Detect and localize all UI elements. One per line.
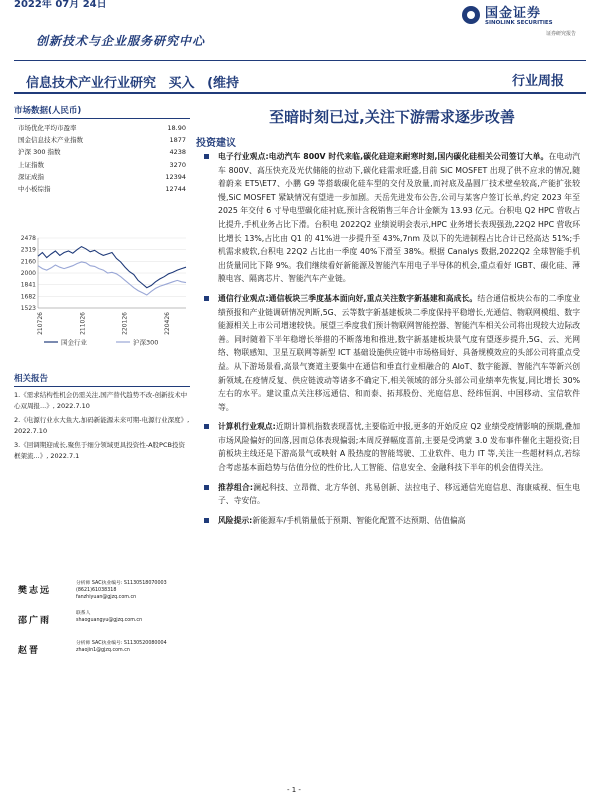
analyst-contact-line: fanzhiyuan@gjzq.com.cn [76, 595, 137, 601]
series-line-1 [38, 262, 186, 295]
market-data-label: 上证指数 [18, 160, 44, 169]
related-report-item: 3.《回调期迎成长,聚焦于细分领域更具投资性-A股PCB投资框架流...》, 2022.7.1 [14, 441, 185, 460]
analyst-entry [14, 640, 190, 670]
analyst-entry [14, 580, 190, 610]
advice-body: 新能源车/手机销量低于预期、智能化配置不达预期、估值偏高 [252, 515, 466, 525]
analyst-contact [76, 580, 167, 602]
related-reports-panel [14, 372, 190, 462]
analyst-list [14, 580, 190, 670]
market-data-row [14, 183, 190, 195]
analyst-contact-line: 分析师 SAC执业编号: S1130518070003 [76, 581, 167, 586]
y-tick-label: 2319 [20, 246, 36, 254]
analyst-contact-line: shaoguangyu@gjzq.com.cn [76, 618, 143, 624]
advice-lead: 风险提示: [218, 515, 253, 525]
advice-body: 结合通信板块公布的二季度业绩预报和产业链调研情况判断,5G、云等数字新基建板块二季度保持平稳增长,光通信、物联网模组、数字能源相关上市公司增速较快。展望三季度我们预计物联网智能控器、智能汽车相关公司将出现较大边际改善。同时随着下半年稳增长举措的不断落地和推进,数字新基建板块景气度有望逐步提升,5G、云、光网络、物联感知、卫星互联网等新型 ICT 基础设施供应链中市场格局好、具备规模效应的头部公司将重点受益。从下游场景看,高景气赛道主要集中在通信和垂直行业相融合的 AIoT、数字能源、智能汽车等新兴创新领域,在疫情反复、供应链波动等诸多不确定下,相关领域的部分头部公司业绩率先恢复,同比增长 30%左右的水平。建议重点关注移远通信、和而泰、拓邦股份、光庭信息、经纬恒润、中国移动、宝信软件等。 [218, 293, 581, 412]
analyst-name: 赵晋 [18, 646, 41, 656]
analyst-contact-line: 联系人 [76, 611, 91, 616]
y-tick-label: 1523 [20, 305, 36, 312]
analyst-contact-line: zhaojin1@gjzq.com.cn [76, 648, 130, 654]
advice-body: 在电动汽车 800V、高压快充及光伏储能的拉动下,碳化硅需求旺盛,目前 SiC MOSFET 出现了供不应求的情况,随着蔚来 ET5\ET7、小鹏 G9 等搭载碳化硅车型的交付及放量,而衬底及晶圆厂技术壁垒较高,产能扩张较慢,SiC MOSFET 紧缺情况有望进一步加剧。天岳先进发布公告,公司与某客户签订长单,约定 2023 年至 2025 年交付 6 寸导电型碳化硅衬底,预计含税销售三年合计金额为 13.93 亿元。台积电 Q2 HPC 营收占比提升,手机业务占比下滑。台积电 2022Q2 业绩说明会表示,HPC 业务增长表现强劲,22Q2 HPC 营收环比增长 13%,占比由 Q1 的 41%进一步提升至 43%,7nm 及以下的先进制程占比合计已经高达 51%;手机需求疲软,台积电 22Q2 占比由一季度 40%下滑至 38%。根据 Canalys 数据,2022Q2 全球智能手机出货量同比下降 9%。我们继续看好新能源及智能汽车用电子半导体的机会,重点看好 IGBT、碳化硅、薄膜电容、隔离芯片、智能汽车产业链。 [218, 152, 580, 284]
logo-en: SINOLINK SECURITIES [485, 20, 553, 26]
industry-report-label: 信息技术产业行业研究 [26, 76, 157, 91]
report-body [200, 150, 580, 533]
market-data-row [14, 134, 190, 146]
bullet-icon [204, 154, 209, 159]
analyst-name: 樊志远 [18, 586, 52, 596]
market-data-title: 市场数据(人民币) [14, 104, 190, 119]
x-tick-label: 211026 [79, 312, 87, 335]
logo-mark-icon [462, 6, 480, 24]
advice-paragraph [200, 481, 580, 508]
market-data-rows [14, 122, 190, 195]
page-number: - 1 - [287, 786, 301, 794]
advice-paragraph [200, 420, 580, 474]
logo-cn: 国金证券 [485, 6, 542, 21]
rating-note: (维持 [207, 76, 240, 91]
advice-paragraph [200, 150, 580, 286]
bullet-icon [204, 424, 209, 429]
advice-body: 澜起科技、立昂微、北方华创、兆易创新、法拉电子、移远通信光庭信息、海康威视、恒生电子、寺安信。 [218, 482, 581, 506]
advice-paragraph [200, 514, 580, 528]
report-title: 至暗时刻已过,关注下游需求逐步改善 [269, 108, 515, 126]
related-report-item: 1.《需求结构性机会仍需关注,国产替代趋势不改-创新技术中心双周报...》, 2022.7.10 [14, 391, 188, 410]
market-data-label: 中小板综指 [18, 185, 51, 194]
y-tick-label: 2478 [20, 235, 36, 242]
market-data-label: 市场优化平均市盈率 [18, 124, 77, 132]
analyst-entry [14, 610, 190, 640]
investment-advice-label: 投资建议 [196, 138, 236, 149]
analyst-contact [76, 610, 142, 624]
sinolink-logo [462, 2, 582, 38]
analyst-name: 邵广雨 [18, 616, 52, 626]
advice-lead: 电子行业观点:电动汽车 800V 时代来临,碳化硅迎来耐寒时刻,国内碳化硅相关公司签订大单。 [218, 152, 549, 161]
advice-lead: 推荐组合: [218, 482, 254, 492]
market-data-value: 12744 [165, 185, 186, 194]
legend-label: 国金行业 [61, 338, 87, 347]
market-data-value: 3270 [169, 160, 186, 169]
y-tick-label: 1682 [20, 293, 36, 301]
advice-body: 近期计算机指数表现喜忧,主要临近中报,更多的开始反应 Q2 业绩受疫情影响的预期,叠加市场风险偏好的回落,因而总体表现偏弱;本周反弹幅度喜前,主要是受鸿蒙 3.0 发布事件催化主题投资;目前板块主线还是下游高景气或映射 A 股热度的智能驾驶、工业软件、电力 IT 等,关注一些超材料点,若综合考虑基本面趋势与估值分位的性价比,人工智能、信息安全、金融科技下半年的机会值得关注。 [218, 422, 581, 473]
advice-paragraph [200, 292, 580, 414]
market-data-label: 国金信息技术产业指数 [18, 136, 83, 145]
logo-sub: 证券研究报告 [546, 31, 577, 37]
analyst-contact [76, 640, 167, 654]
market-data-value: 4238 [169, 148, 186, 157]
analyst-contact-line: (8621)61038318 [76, 588, 117, 594]
industry-rating-row [26, 72, 247, 91]
market-data-row [14, 122, 190, 134]
market-data-panel [14, 104, 190, 195]
market-data-row [14, 146, 190, 158]
market-data-row [14, 159, 190, 171]
header-rule [14, 60, 586, 61]
x-tick-label: 210726 [37, 312, 44, 335]
y-tick-label: 1841 [20, 281, 36, 289]
report-date: 2022年 07月 24日 [14, 0, 107, 10]
market-data-value: 1877 [169, 136, 186, 145]
analyst-contact-line: 分析师 SAC执业编号: S1130520080004 [76, 641, 167, 646]
market-data-value: 18.90 [167, 124, 186, 132]
market-data-row [14, 171, 190, 183]
bullet-icon [204, 518, 209, 523]
report-type-label: 行业周报 [512, 74, 565, 89]
advice-lead: 计算机行业观点: [218, 422, 276, 432]
market-data-value: 12394 [165, 172, 186, 181]
market-data-label: 沪深 300 指数 [18, 148, 61, 157]
title-rule [14, 92, 586, 94]
related-reports-title: 相关报告 [14, 372, 190, 387]
research-center-name: 创新技术与企业服务研究中心 [36, 34, 206, 48]
y-tick-label: 2160 [20, 258, 36, 266]
rating-label: 买入 [168, 76, 195, 91]
bullet-icon [204, 296, 209, 301]
y-tick-label: 2000 [20, 270, 36, 278]
advice-lead: 通信行业观点:通信板块三季度基本面向好,重点关注数字新基建和高成长。 [218, 293, 478, 303]
index-chart-svg [14, 232, 190, 362]
market-data-label: 深证成指 [18, 172, 44, 181]
related-reports-list [14, 390, 190, 462]
bullet-icon [204, 485, 209, 490]
index-chart [14, 232, 190, 362]
x-tick-label: 220426 [163, 312, 171, 335]
legend-label: 沪深300 [133, 338, 159, 347]
related-report-item: 2.《电源行业水大鱼大,加码新能源未来可期-电源行业深度》, 2022.7.10 [14, 416, 190, 435]
x-tick-label: 220126 [121, 312, 129, 335]
